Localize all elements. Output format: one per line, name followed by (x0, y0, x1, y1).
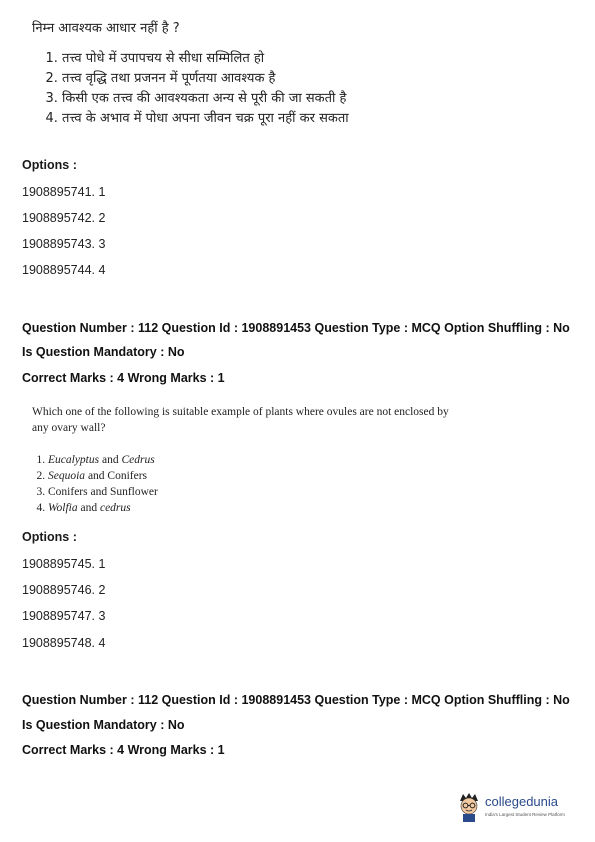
question-item: 2. Sequoia and Conifers (48, 468, 462, 484)
question-header: Question Number : 112 Question Id : 1908891453 Question Type : MCQ Option Shuffling : No (22, 321, 570, 335)
option-item: 1908895742. 2 (22, 211, 106, 225)
question-item: 3. किसी एक तत्त्व की आवश्यकता अन्य से पूरी की जा सकती है (62, 90, 552, 107)
option-item: 1908895743. 3 (22, 237, 106, 251)
question-items (32, 50, 552, 127)
question-stem: निम्न आवश्यक आधार नहीं है ? (32, 21, 180, 36)
question-item: 1. Eucalyptus and Cedrus (48, 452, 462, 468)
collegedunia-logo (455, 791, 585, 825)
question-item: 2. तत्त्व वृद्धि तथा प्रजनन में पूर्णतया आवश्यक है (62, 70, 552, 87)
question-stem: Which one of the following is suitable example of plants where ovules are not enclosed by any ovary wall? (32, 406, 449, 434)
question-items (32, 452, 462, 516)
option-item: 1908895745. 1 (22, 557, 106, 571)
options-label: Options : (22, 530, 77, 544)
question-marks: Correct Marks : 4 Wrong Marks : 1 (22, 371, 225, 385)
question-header: Question Number : 112 Question Id : 1908891453 Question Type : MCQ Option Shuffling : No (22, 693, 570, 707)
option-item: 1908895744. 4 (22, 263, 106, 277)
question-item: 4. Wolfia and cedrus (48, 500, 462, 516)
question-english (32, 404, 462, 516)
options-label: Options : (22, 158, 77, 172)
option-item: 1908895741. 1 (22, 185, 106, 199)
question-item: 3. Conifers and Sunflower (48, 484, 462, 500)
question-mandatory: Is Question Mandatory : No (22, 345, 185, 359)
logo-tagline: India's Largest Student Review Platform (485, 812, 565, 817)
question-hindi (32, 18, 552, 130)
logo-brand: collegedunia (485, 794, 559, 809)
option-item: 1908895746. 2 (22, 583, 106, 597)
option-item: 1908895748. 4 (22, 636, 106, 650)
question-mandatory: Is Question Mandatory : No (22, 718, 185, 732)
option-item: 1908895747. 3 (22, 609, 106, 623)
question-marks: Correct Marks : 4 Wrong Marks : 1 (22, 743, 225, 757)
student-mascot-icon (455, 791, 483, 823)
question-item: 4. तत्त्व के अभाव में पोधा अपना जीवन चक्र पूरा नहीं कर सकता (62, 110, 552, 127)
question-item: 1. तत्त्व पोधे में उपापचय से सीधा सम्मिलित हो (62, 50, 552, 67)
